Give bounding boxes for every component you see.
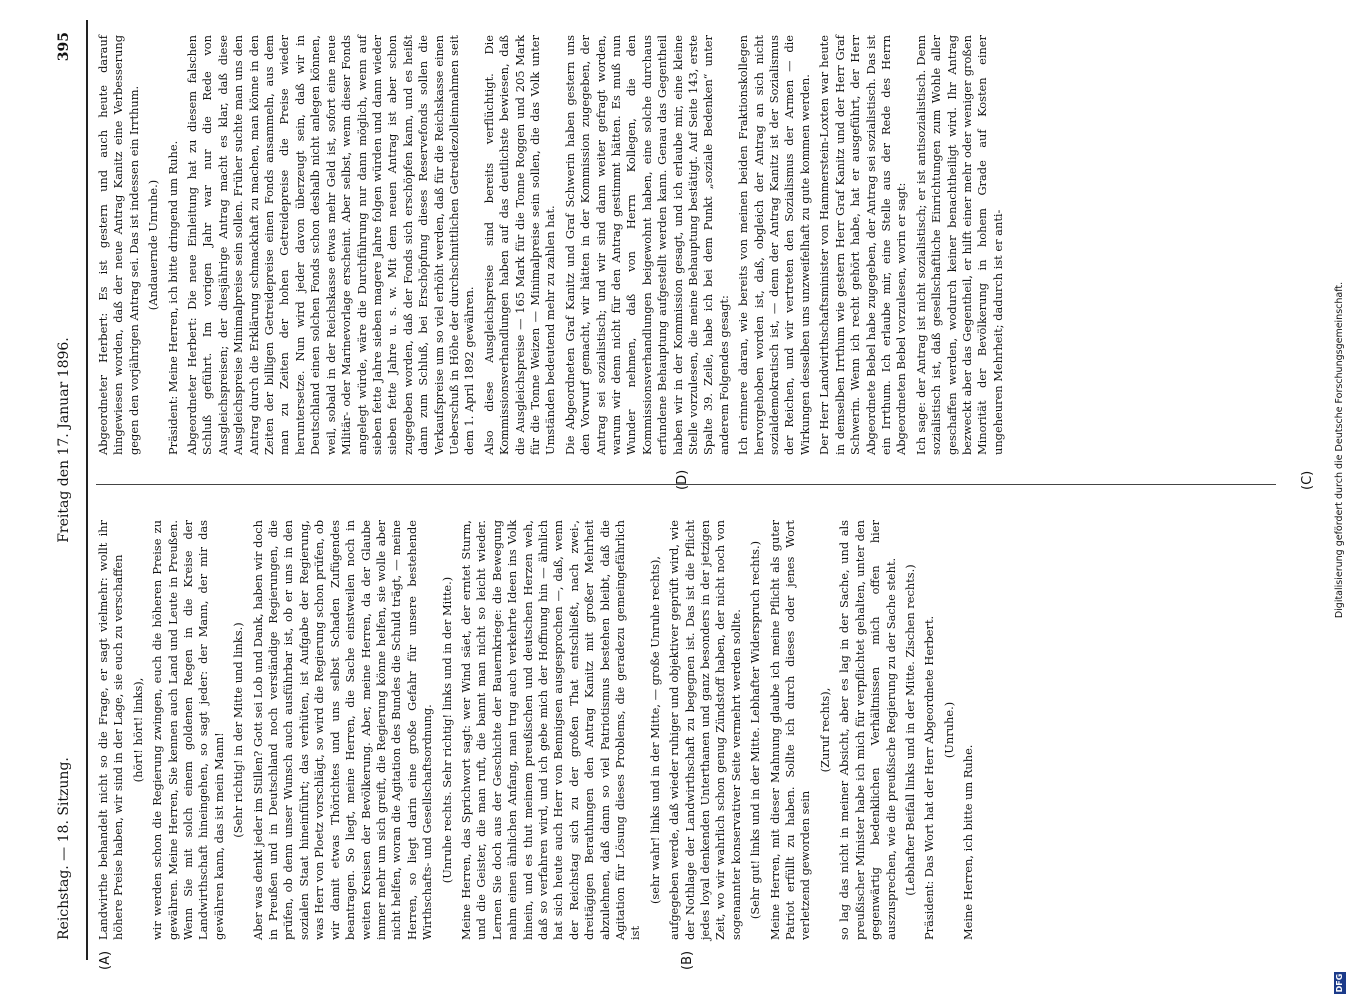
header-session: Reichstag. — 18. Sitzung. <box>56 757 72 940</box>
page-header <box>56 32 78 940</box>
page-number: 395 <box>56 32 72 62</box>
left-column-paragraph: (Unruhe.) <box>941 701 956 759</box>
header-date: Freitag den 17. Januar 1896. <box>56 337 72 543</box>
right-column-paragraph: Der Herr Landwirthschaftsminister von Hammerstein-Loxten war heute in demselben Irrthum wie gestern Herr Graf Kanitz und der Herr Graf Schwerin. Wenn ich recht gehört habe, hat er ausgeführt, der Herr Abgeordnete Bebel habe zugegeben, der Antrag sei sozialistisch. Das ist ein Irrthum. Ich erlaube mir, eine Stelle aus der Rede des Herrn Abgeordneten Bebel vorzulesen, worin er sagt: <box>817 35 909 455</box>
left-column-paragraph: Meine Herren, mit dieser Mahnung glaube ich meine Pflicht als guter Patriot erfüllt zu haben. Sollte ich durch dieses oder jenes Wort verletzend geworden sein <box>767 520 813 940</box>
left-column-paragraph: (Sehr richtig! in der Mitte und links.) <box>231 622 246 838</box>
left-column-paragraph: aufgegeben werde, daß wieder ruhiger und objektiver geprüft wird, wie der Nothlage der Landwirthschaft zu begegnen ist. Das ist die Pflicht jedes loyal denkenden Unterthanen und ganz besonders in der jetzigen Zeit, wo wir wahrlich schon genug Zündstoff haben, der nicht noch von sogenannter konservativer Seite vermehrt werden sollte. <box>667 520 743 940</box>
right-text-column <box>96 35 1010 455</box>
right-column-paragraph: Abgeordneter Herbert: Es ist gestern und auch heute darauf hingewiesen worden, daß der neue Antrag Kanitz eine Verbesserung gegen den vorjährigen Antrag sei. Das ist indessen ein Irrthum. <box>96 35 141 455</box>
header-rule <box>86 20 88 960</box>
left-column-paragraph: (Lebhafter Beifall links und in der Mitte. Zischen rechts.) <box>902 564 917 896</box>
left-column-paragraph: Landwirthe behandelt nicht so die Frage, er sagt vielmehr: wollt ihr höhere Preise haben, wir sind in der Lage, sie euch zu verschaffen <box>96 520 126 940</box>
right-column-paragraph: Die Abgeordneten Graf Kanitz und Graf Schwerin haben gestern uns den Vorwurf gemacht, wir hätten in der Kommission zugegeben, der Antrag sei sozialistisch; und wir sind dann weiter gefragt worden, warum wir denn nicht für den Antrag gestimmt hätten. Es muß nun Wunder nehmen, daß von Herrn Kollegen, die den Kommissionsverhandlungen beigewohnt haben, eine solche durchaus erfundene Behauptung aufgestellt werden kann. Genau das Gegentheil haben wir in der Kommission gesagt, und ich erlaube mir, eine kleine Stelle vorzulesen, die meine Behauptung bestätigt. Auf Seite 143, erste Spalte 39. Zeile, habe ich bei dem Punkt „soziale Bedenken“ unter anderem Folgendes gesagt: <box>562 35 731 455</box>
margin-marker-c: (C) <box>1300 470 1315 490</box>
right-column-paragraph: Präsident: Meine Herren, ich bitte dringend um Ruhe. <box>165 140 180 455</box>
left-column-paragraph: Meine Herren, das Sprichwort sagt: wer Wind säet, der erntet Sturm, und die Geister, die man ruft, die bannt man nicht so leicht wieder. Lernen Sie doch aus der Geschichte der Bauernkriege: die Bewegung nahm einen ähnlichen Anfang, man trug auch verkehrte Ideen ins Volk hinein, und es thut meinem preußischen und deutschen Herzen weh, daß so verfahren wird, und ich gebe mich der Hoffnung hin — ähnlich hat sich heute auch Herr von Bennigsen ausgesprochen —, daß, wenn der Reichstag sich zu der großen That entschließt, nach zwei-, dreitägigen Berathungen den Antrag Kanitz mit großer Mehrheit abzulehnen, daß dann so viel Patriotismus bestehen bleibt, daß die Agitation für Lösung dieses Problems, die geradezu gemeingefährlich ist <box>458 520 643 940</box>
right-column-paragraph: Ich erinnere daran, wie bereits von meinen beiden Fraktionskollegen hervorgehoben worden ist, daß, obgleich der Antrag an sich nicht sozialdemokratisch ist, — denn der Antrag Kanitz ist der Sozialismus der Reichen, und wir vertreten den Sozialismus der Armen — die Wirkungen desselben uns unzweifelhaft zu gute kommen werden. <box>736 35 812 455</box>
left-column-paragraph: (sehr wahr! links und in der Mitte, — große Unruhe rechts), <box>647 555 662 905</box>
margin-marker-d: (D) <box>675 469 690 490</box>
left-column-paragraph: (Unruhe rechts. Sehr richtig! links und in der Mitte.) <box>439 576 454 884</box>
right-column-paragraph: (Andauernde Unruhe.) <box>146 179 161 311</box>
left-column-paragraph: wir werden schon die Regierung zwingen, euch die höheren Preise zu gewähren. Meine Herren, Sie kennen auch Land und Leute in Preußen. Wenn Sie mit solch einem goldenen Regen in die Kreise der Landwirthschaft hineingehen, so sagt jeder: der Mann, der mir das gewähren kann, das ist mein Mann! <box>150 520 226 940</box>
right-column-paragraph: Ich sage: der Antrag ist nicht sozialistisch; er ist antisozialistisch. Denn sozialistisch ist, daß gesellschaftliche Einrichtungen zum Wohle aller geschaffen werden, wodurch keiner benachtheiligt wird. Ihr Antrag bezweckt aber das Gegentheil, er hilft einer mehr oder weniger großen Minorität der Bevölkerung in hohem Grade auf Kosten einer ungeheuren Mehrheit; dadurch ist er anti- <box>913 35 1005 455</box>
left-column-paragraph: Meine Herren, ich bitte um Ruhe. <box>961 744 976 940</box>
left-column-paragraph: (Zuruf rechts), <box>817 687 832 773</box>
digitization-credit: Digitalisierung gefördert durch die Deutsche Forschungsgemeinschaft. <box>1334 281 1345 619</box>
left-text-column <box>96 520 981 940</box>
column-divider <box>96 484 1276 485</box>
dfg-logo: DFG <box>1335 973 1344 993</box>
margin-marker-a: (A) <box>98 950 113 970</box>
left-column-paragraph: Aber was denkt jeder im Stillen? Gott sei Lob und Dank, haben wir doch in Preußen und in Deutschland noch verständige Regierungen, die prüfen, ob denn unser Wunsch auch ausführbar ist, ob er uns in den sozialen Staat hineinführt; das verhüten, ist Aufgabe der Regierung, was Herr von Ploetz vorschlägt, so wird die Regierung schon prüfen, ob wir damit etwas Thörichtes und uns selbst Schaden Zufügendes beantragen. So liegt, meine Herren, die Sache einstweilen noch in weiten Kreisen der Bevölkerung. Aber, meine Herren, da der Glaube immer mehr um sich greift, die Regierung könne helfen, sie wolle aber nicht helfen, woran die Agitation des Bundes die Schuld trägt, — meine Herren, so liegt darin eine große Gefahr für unsere bestehende Wirthschafts- und Gesellschaftsordnung. <box>250 520 435 940</box>
left-column-paragraph: (Sehr gut! links und in der Mitte. Lebhafter Widerspruch rechts.) <box>748 540 763 920</box>
left-column-paragraph: (hört! hört! links), <box>130 677 145 783</box>
left-column-paragraph: Präsident: Das Wort hat der Herr Abgeordnete Herbert. <box>922 615 937 940</box>
right-column-paragraph: Abgeordneter Herbert: Die neue Einleitung hat zu diesem falschen Schluß geführt. Im vorigen Jahr war nur die Rede von Ausgleichspreisen; der diesjährige Antrag macht es klar, daß diese Ausgleichspreise Minimalpreise sein sollen. Früher suchte man uns den Antrag durch die Erklärung schmackhaft zu machen, man könne in den Zeiten der billigen Getreidepreise einen Fonds ansammeln, aus dem man zu Zeiten der hohen Getreidepreise die Preise wieder heruntersetze. Nun wird jeder davon überzeugt sein, daß wir in Deutschland einen solchen Fonds schon deshalb nicht anlegen können, weil, sobald in der Reichskasse etwas mehr Geld ist, sofort eine neue Militär- oder Marinevorlage erscheint. Aber selbst, wenn dieser Fonds angelegt würde, wäre die Durchführung nur dann möglich, wenn auf sieben fette Jahre sieben magere Jahre folgen würden und dann wieder sieben fette Jahre u. s. w. Mit dem neuen Antrag ist aber schon zugegeben worden, daß der Fonds sich erschöpfen kann, und es heißt dann zum Schluß, bei Erschöpfung dieses Reservefonds sollen die Verkaufspreise um so viel erhöht werden, daß für die Reichskasse einen Ueberschuß in Höhe der durchschnittlichen Getreidezolleinnahmen seit dem 1. April 1892 gewähren. <box>185 35 477 455</box>
right-column-paragraph: Also diese Ausgleichspreise sind bereits verflüchtigt. Die Kommissionsverhandlungen haben auf das deutlichste bewiesen, daß die Ausgleichspreise — 165 Mark für die Tonne Roggen und 205 Mark für die Tonne Weizen — Minimalpreise sein sollen, die das Volk unter Umständen bedeutend mehr zu zahlen hat. <box>481 35 558 455</box>
left-column-paragraph: so lag das nicht in meiner Absicht, aber es lag in der Sache, und als preußischer Minister habe ich mich für verpflichtet gehalten, unter den gegenwärtig bedenklichen Verhältnissen mich offen hier auszusprechen, wie die preußische Regierung zu der Sache steht. <box>837 520 898 940</box>
margin-marker-b: (B) <box>680 950 695 970</box>
